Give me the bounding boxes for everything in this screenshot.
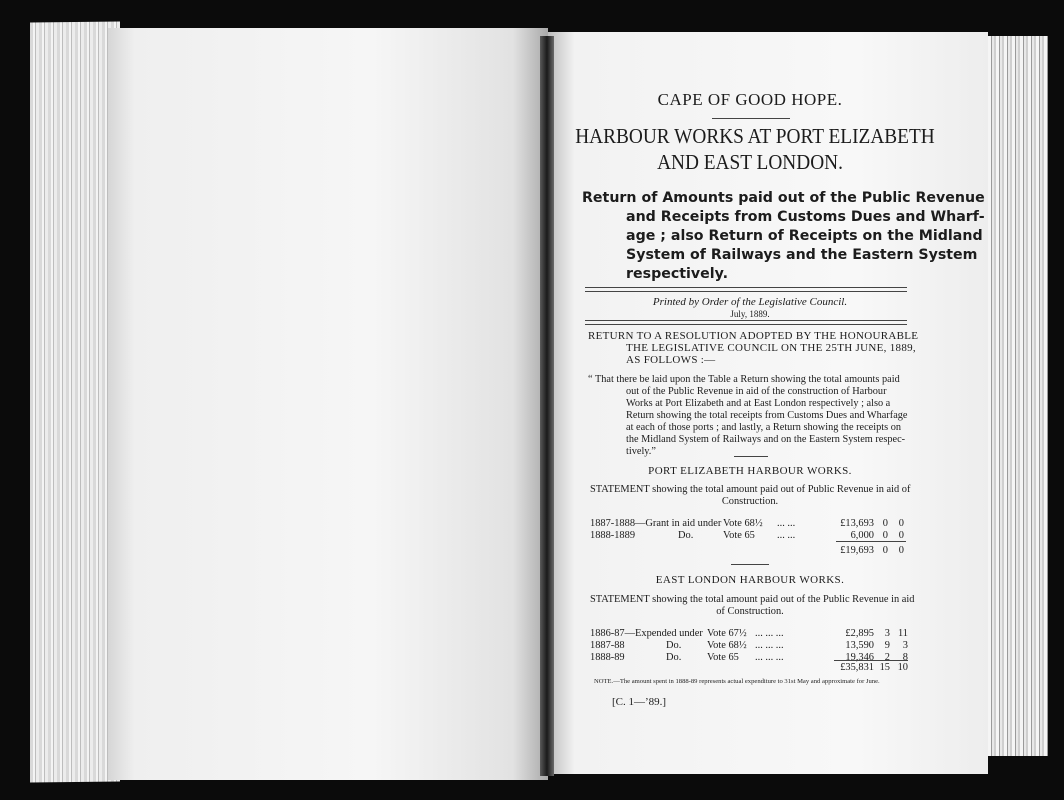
east-london-heading: EAST LONDON HARBOUR WORKS. (655, 574, 845, 586)
pe-row-2-do: Do. (678, 530, 694, 541)
el-total-pounds: £35,831 (840, 662, 874, 673)
subtitle-line-1: Return of Amounts paid out of the Public Revenue (582, 190, 985, 206)
el-row-3-vote: Vote 65 (707, 652, 739, 663)
double-rule (585, 287, 907, 292)
el-row-3-shillings: 2 (884, 652, 890, 663)
el-row-3-year: 1888-89 (590, 652, 625, 663)
el-row-1-shillings: 3 (884, 628, 890, 639)
quote-line-4: Return showing the total receipts from Customs Dues and Wharfage (626, 410, 908, 421)
pe-total-pounds: £19,693 (840, 545, 874, 556)
pe-row-1-year: 1887-1888—Grant in aid under (590, 518, 722, 529)
el-statement-line-2: of Construction. (716, 606, 784, 617)
el-row-1-pounds: £2,895 (845, 628, 874, 639)
el-row-2-pence: 3 (902, 640, 908, 651)
subtitle-line-3: age ; also Return of Receipts on the Midland (626, 228, 983, 244)
quote-line-7: tively.” (626, 446, 656, 457)
el-row-2-shillings: 9 (884, 640, 890, 651)
right-page-edges (978, 36, 1048, 756)
printed-date: July, 1889. (730, 309, 770, 319)
paper-reference: [C. 1—’89.] (612, 696, 667, 708)
resolution-line-2: THE LEGISLATIVE COUNCIL ON THE 25TH JUNE, 1889, (626, 342, 916, 354)
subtitle-line-2: and Receipts from Customs Dues and Wharf- (626, 209, 985, 225)
subtitle-line-5: respectively. (626, 266, 728, 282)
book-gutter (540, 36, 554, 776)
el-row-1-year: 1886-87—Expended under (590, 628, 703, 639)
quote-line-2: out of the Public Revenue in aid of the construction of Harbour (626, 386, 887, 397)
el-row-3-dots: ... ... ... (755, 652, 784, 663)
el-row-3-pence: 8 (902, 652, 908, 663)
colony-heading: CAPE OF GOOD HOPE. (657, 90, 843, 109)
sum-rule (836, 541, 906, 542)
quote-line-3: Works at Port Elizabeth and at East London respectively ; also a (626, 398, 891, 409)
footnote: NOTE.—The amount spent in 1888-89 represents actual expenditure to 31st May and approximate for June. (594, 678, 880, 685)
el-row-2-do: Do. (666, 640, 682, 651)
el-row-3-pounds: 19,346 (845, 652, 874, 663)
quote-line-1: “ That there be laid upon the Table a Return showing the total amounts paid (588, 374, 900, 385)
double-rule (585, 320, 907, 325)
pe-total-pence: 0 (898, 545, 904, 556)
pe-row-2-year: 1888-1889 (590, 530, 636, 541)
resolution-line-1: RETURN TO A RESOLUTION ADOPTED BY THE HONOURABLE (588, 330, 919, 342)
resolution-line-3: AS FOLLOWS :— (626, 354, 716, 366)
sum-rule (834, 660, 908, 661)
pe-row-2-vote: Vote 65 (723, 530, 755, 541)
pe-row-2-pounds: 6,000 (850, 530, 874, 541)
el-row-1-vote: Vote 67½ (707, 628, 747, 639)
left-page-blank (108, 28, 548, 780)
divider (734, 456, 768, 457)
pe-statement-line-2: Construction. (721, 496, 779, 507)
pe-row-1-vote: Vote 68½ (723, 518, 763, 529)
el-row-1-dots: ... ... ... (755, 628, 784, 639)
pe-row-1-dots: ... ... (777, 518, 796, 529)
port-elizabeth-heading: PORT ELIZABETH HARBOUR WORKS. (648, 465, 852, 477)
left-page-edges (30, 22, 120, 783)
pe-row-1-pounds: £13,693 (840, 518, 874, 529)
quote-line-5: at each of those ports ; and lastly, a Return showing the receipts on (626, 422, 901, 433)
pe-row-2-shillings: 0 (882, 530, 888, 541)
el-statement-line-1: STATEMENT showing the total amount paid out of the Public Revenue in aid (590, 594, 915, 605)
subtitle-line-4: System of Railways and the Eastern System (626, 247, 978, 263)
el-row-2-dots: ... ... ... (755, 640, 784, 651)
title-line-2: AND EAST LONDON. (657, 150, 843, 174)
el-row-2-vote: Vote 68½ (707, 640, 747, 651)
quote-line-6: the Midland System of Railways and on the Eastern System respec- (626, 434, 906, 445)
el-total-pence: 10 (897, 662, 908, 673)
divider (712, 118, 790, 119)
pe-row-1-pence: 0 (898, 518, 904, 529)
pe-total-shillings: 0 (882, 545, 888, 556)
pe-row-2-pence: 0 (898, 530, 904, 541)
el-row-2-year: 1887-88 (590, 640, 625, 651)
title-line-1: HARBOUR WORKS AT PORT ELIZABETH (575, 124, 935, 148)
el-row-1-pence: 11 (897, 628, 908, 639)
pe-row-1-shillings: 0 (882, 518, 888, 529)
pe-row-2-dots: ... ... (777, 530, 796, 541)
divider (731, 564, 769, 565)
pe-statement-line-1: STATEMENT showing the total amount paid out of Public Revenue in aid of (590, 484, 911, 495)
el-total-shillings: 15 (879, 662, 890, 673)
el-row-3-do: Do. (666, 652, 682, 663)
el-row-2-pounds: 13,590 (845, 640, 874, 651)
printed-by-order: Printed by Order of the Legislative Council. (652, 296, 848, 308)
